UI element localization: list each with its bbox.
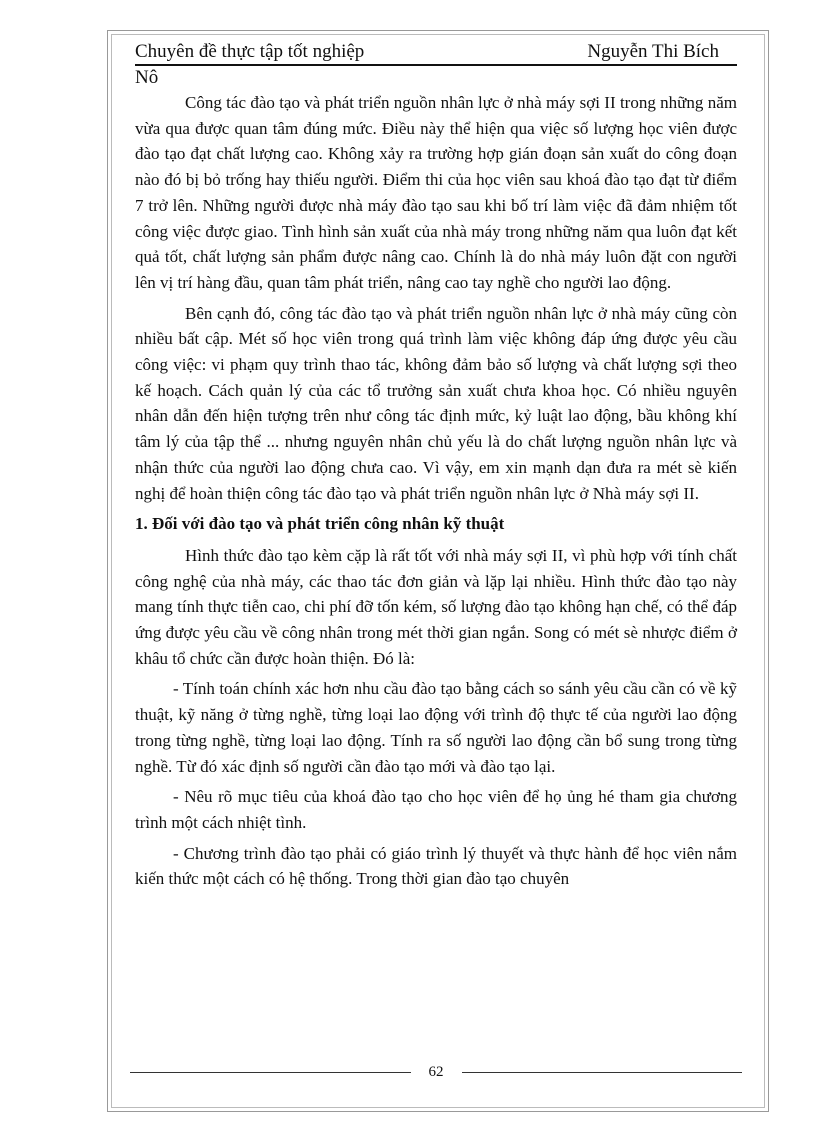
- footer-rule-right: [462, 1072, 743, 1073]
- paragraph: Bên cạnh đó, công tác đào tạo và phát triển nguồn nhân lực ở nhà máy cũng còn nhiều bất cập. Mét số học viên trong quá trình làm việc không đáp ứng được yêu cầu công việc: vi phạm quy trình thao tác, không đảm bảo số lượng và chất lượng sợi theo kế hoạch. Cách quản lý của các tổ trưởng sản xuất chưa khoa học. Có nhiều nguyên nhân dẫn đến hiện tượng trên như công tác định mức, kỷ luật lao động, bầu không khí tâm lý của tập thể ... nhưng nguyên nhân chủ yếu là do chất lượng nguồn nhân lực và nhận thức của người lao động chưa cao. Vì vậy, em xin mạnh dạn đưa ra mét sè kiến nghị để hoàn thiện công tác đào tạo và phát triển nguồn nhân lực ở Nhà máy sợi II.: [135, 303, 737, 503]
- page-body: [135, 90, 737, 897]
- page-header: [135, 40, 737, 90]
- paragraph: Công tác đào tạo và phát triển nguồn nhân lực ở nhà máy sợi II trong những năm vừa qua được quan tâm đúng mức. Điều này thể hiện qua việc số lượng học viên được đào tạo đạt chất lượng cao. Không xảy ra trường hợp gián đoạn sản xuất do công đoạn nào đó bị bỏ trống hay thiếu người. Điểm thi của học viên sau khoá đào tạo đạt từ điểm 7 trở lên. Những người được nhà máy đào tạo sau khi bố trí làm việc đã đảm nhiệm tốt công việc được giao. Tình hình sản xuất của nhà máy trong những năm qua luôn đạt kết quả tốt, chất lượng sản phẩm được nâng cao. Chính là do nhà máy luôn đặt con người lên vị trí hàng đầu, quan tâm phát triển, nâng cao tay nghề cho người lao động.: [135, 93, 737, 292]
- list-item: - Chương trình đào tạo phải có giáo trình lý thuyết và thực hành để học viên nắm kiến thức một cách có hệ thống. Trong thời gian đào tạo chuyên: [135, 843, 737, 889]
- list-item: - Tính toán chính xác hơn nhu cầu đào tạo bằng cách so sánh yêu cầu cần có về kỹ thuật, kỹ năng ở từng nghề, từng loại lao động với trình độ thực tế của người lao động trong từng nghề, từng loại lao động. Tính ra số người lao động cần bổ sung trong từng nghề. Từ đó xác định số người cần đào tạo mới và đào tạo lại.: [135, 679, 737, 776]
- header-author: Nguyễn Thi Bích: [587, 41, 719, 62]
- page-footer: [130, 1064, 742, 1081]
- list-item: - Nêu rõ mục tiêu của khoá đào tạo cho học viên để họ ủng hé tham gia chương trình một cách nhiệt tình.: [135, 787, 737, 832]
- header-title: Chuyên đề thực tập tốt nghiệp: [135, 41, 365, 62]
- section-heading: 1. Đối với đào tạo và phát triển công nhân kỹ thuật: [135, 514, 505, 534]
- page-number: 62: [428, 1064, 444, 1080]
- header-line: [135, 40, 737, 66]
- header-author-continued: Nô: [135, 67, 159, 88]
- footer-rule-left: [130, 1072, 411, 1073]
- paragraph: Hình thức đào tạo kèm cặp là rất tốt với nhà máy sợi II, vì phù hợp với tính chất công nghệ của nhà máy, các thao tác đơn giản và lặp lại nhiều. Hình thức đào tạo này mang tính thực tiễn cao, chi phí đỡ tốn kém, số lượng đào tạo không hạn chế, có thể đáp ứng được yêu cầu về công nhân trong mét thời gian ngắn. Song có mét sè nhược điểm ở khâu tổ chức cần được hoàn thiện. Đó là:: [135, 545, 737, 668]
